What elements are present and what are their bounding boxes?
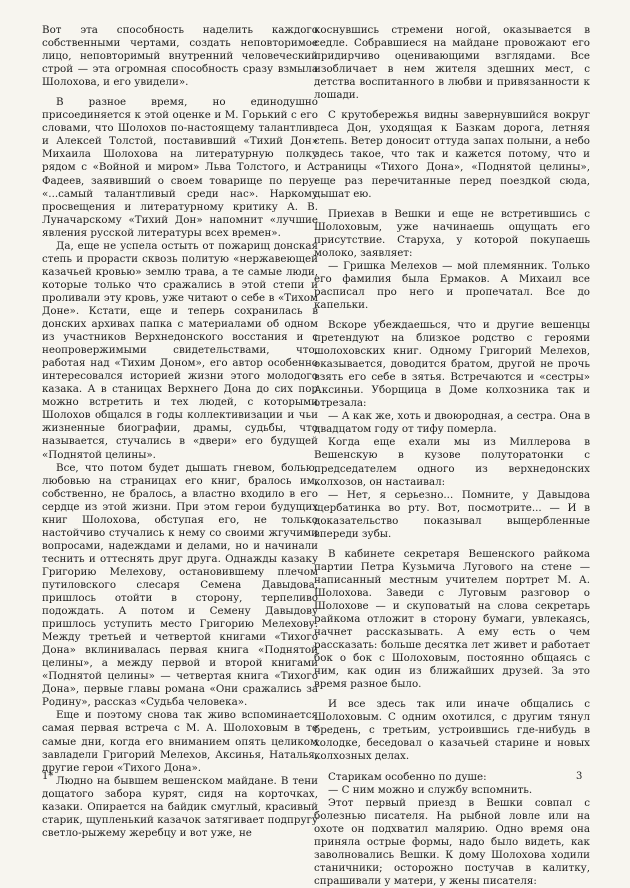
paragraph: Когда еще ехали мы из Миллерова в Вешенскую в кузове полуторатонки с председателем одного из верхнедонских колхозов, он настаивал: bbox=[314, 436, 590, 488]
signature-mark: 1* bbox=[42, 771, 54, 782]
right-text-column bbox=[314, 24, 590, 887]
paragraph: — Нет, я серьезно... Помните, у Давыдова щербатинка во рту. Вот, посмотрите... — И в доказательство показывал выщербленные впереди зубы. bbox=[314, 488, 590, 540]
paragraph: коснувшись стремени ногой, оказывается в седле. Собравшиеся на майдане провожают его придирчиво оценивающими взглядами. Все изобличает в нем жителя здешних мест, с детства воспитанного в любви и привязанности к лошади. bbox=[314, 24, 590, 102]
paragraph: Вот эта способность наделить каждого собственными чертами, создать неповторимое лицо, неповторимый внутренний человеческий строй — эта огромная способность сразу взмыла Шолохова, и его увидели». bbox=[42, 24, 318, 89]
paragraph: Этот первый приезд в Вешки совпал с болезнью писателя. На рыбной ловле или на охоте он подхватил малярию. Одно время она приняла острые формы, надо было видеть, как заволновались Вешки. К дому Шолохова ходили станичники; осторожно постучав в калитку, спрашивали у матери, у жены писателя: bbox=[314, 796, 590, 887]
paragraph: Приехав в Вешки и еще не встретившись с Шолоховым, уже начинаешь ощущать его присутствие. Старуха, у которой покупаешь молоко, заявляет: bbox=[314, 207, 590, 259]
paragraph: Людно на бывшем вешенском майдане. В тени дощатого забора курят, сидя на корточках, казаки. Опирается на байдик смуглый, красивый старик, щупленький казачок затягивает подпругу светло-рыжему жеребцу и вот уже, не bbox=[42, 774, 318, 839]
paragraph: Еще и поэтому снова так живо вспоминается самая первая встреча с М. А. Шолоховым в те самые дни, когда его вниманием опять целиком завладели Григорий Мелехов, Аксинья, Наталья, другие герои «Тихого Дона». bbox=[42, 709, 318, 774]
paragraph: Старикам особенно по душе: bbox=[328, 770, 487, 783]
paragraph: В кабинете секретаря Вешенского райкома партии Петра Кузьмича Лугового на стене — написанный местным учителем портрет М. А. Шолохова. Заведи с Луговым разговор о Шолохове — и скуповатый на слова секретарь райкома отложит в сторону бумаги, увлекаясь, начнет рассказывать. А ему есть о чем рассказать: больше десятка лет живет и работает бок о бок с Шолоховым, постоянно общаясь с ним, как один из ближайших друзей. За это время разное было. bbox=[314, 547, 590, 691]
paragraph: — С ним можно и службу вспомнить. bbox=[328, 783, 533, 796]
paragraph: Вскоре убеждаешься, что и другие вешенцы претендуют на близкое родство с героями шолоховских книг. Одному Григорий Мелехов, оказывается, доводится братом, другой не прочь взять его себе в зятья. Встречаются и «сестры» Аксиньи. Уборщица в Доме колхозника так и отрезала: bbox=[314, 318, 590, 410]
left-text-column bbox=[42, 24, 318, 839]
paragraph: С крутобережья видны завернувшийся вокруг леса Дон, уходящая к Базкам дорога, летняя степь. Ветер доносит оттуда запах полыни, а небо здесь такое, что так и кажется потому, что и страницы «Тихого Дона», «Поднятой целины», еще раз перечитанные перед поездкой сюда, дышат ею. bbox=[314, 109, 590, 200]
page-number: 3 bbox=[576, 771, 583, 782]
paragraph: В разное время, но единодушно присоединяется к этой оценке и М. Горький с его словами, что Шолохов по-настоящему талантлив, и Алексей Толстой, поставивший «Тихий Дон» Михаила Шолохова на литературную полку рядом с «Войной и миром» Льва Толстого, и А. Фадеев, заявивший о своем товарище по перу: «...самый талантливый среди нас». Наркому просвещения и литературному критику А. В. Луначарскому «Тихий Дон» напомнит «лучшие явления русской литературы всех времен». bbox=[42, 96, 318, 239]
paragraph: Да, еще не успела остыть от пожарищ донская степь и прорасти сквозь политую «нержавеющей казачьей кровью» землю трава, а те самые люди, которые только что сражались в этой степи и проливали эту кровь, уже читают о себе в «Тихом Доне». Кстати, еще и теперь сохранилась в донских архивах папка с материалами об одном из участников Верхнедонского восстания и с неопровержимыми свидетельствами, что, работая над «Тихим Доном», его автор особенно интересовался историей жизни этого молодого казака. А в станицах Верхнего Дона до сих пор можно встретить и тех людей, с которыми Шолохов общался в годы коллективизации и чьи жизненные биографии, драмы, судьбы, что называется, стучались в «двери» его будущей «Поднятой целины». bbox=[42, 239, 318, 461]
paragraph: И все здесь так или иначе общались с Шолоховым. С одним охотился, с другим тянул бредень, с третьим, устроившись где-нибудь в холодке, беседовал о казачьей старине и новых колхозных делах. bbox=[314, 698, 590, 763]
paragraph: Все, что потом будет дышать гневом, болью, любовью на страницах его книг, бралось им, собственно, не бралось, а властно входило в его сердце из этой жизни. При этом герои будущих книг Шолохова, обступая его, не только настойчиво стучались к нему со своими жгучими вопросами, надеждами и делами, но и начинали теснить и оттеснять друг друга. Однажды казаку Григорию Мелехову, остановившему плечом путиловского слесаря Семена Давыдова, пришлось отойти в сторону, терпеливо подождать. А потом и Семену Давыдову пришлось уступить место Григорию Мелехову. Между третьей и четвертой книгами «Тихого Дона» вклинивалась первая книга «Поднятой целины», а между первой и второй книгами «Поднятой целины» — четвертая книга «Тихого Дона», первые главы романа «Они сражались за Родину», рассказ «Судьба человека». bbox=[42, 461, 318, 709]
paragraph: — Гришка Мелехов — мой племянник. Только его фамилия была Ермаков. А Михаил все расписал про него и пропечатал. Все до капельки. bbox=[314, 259, 590, 311]
paragraph: — А как же, хоть и двоюродная, а сестра. Она в двадцатом году от тифу померла. bbox=[314, 410, 590, 436]
